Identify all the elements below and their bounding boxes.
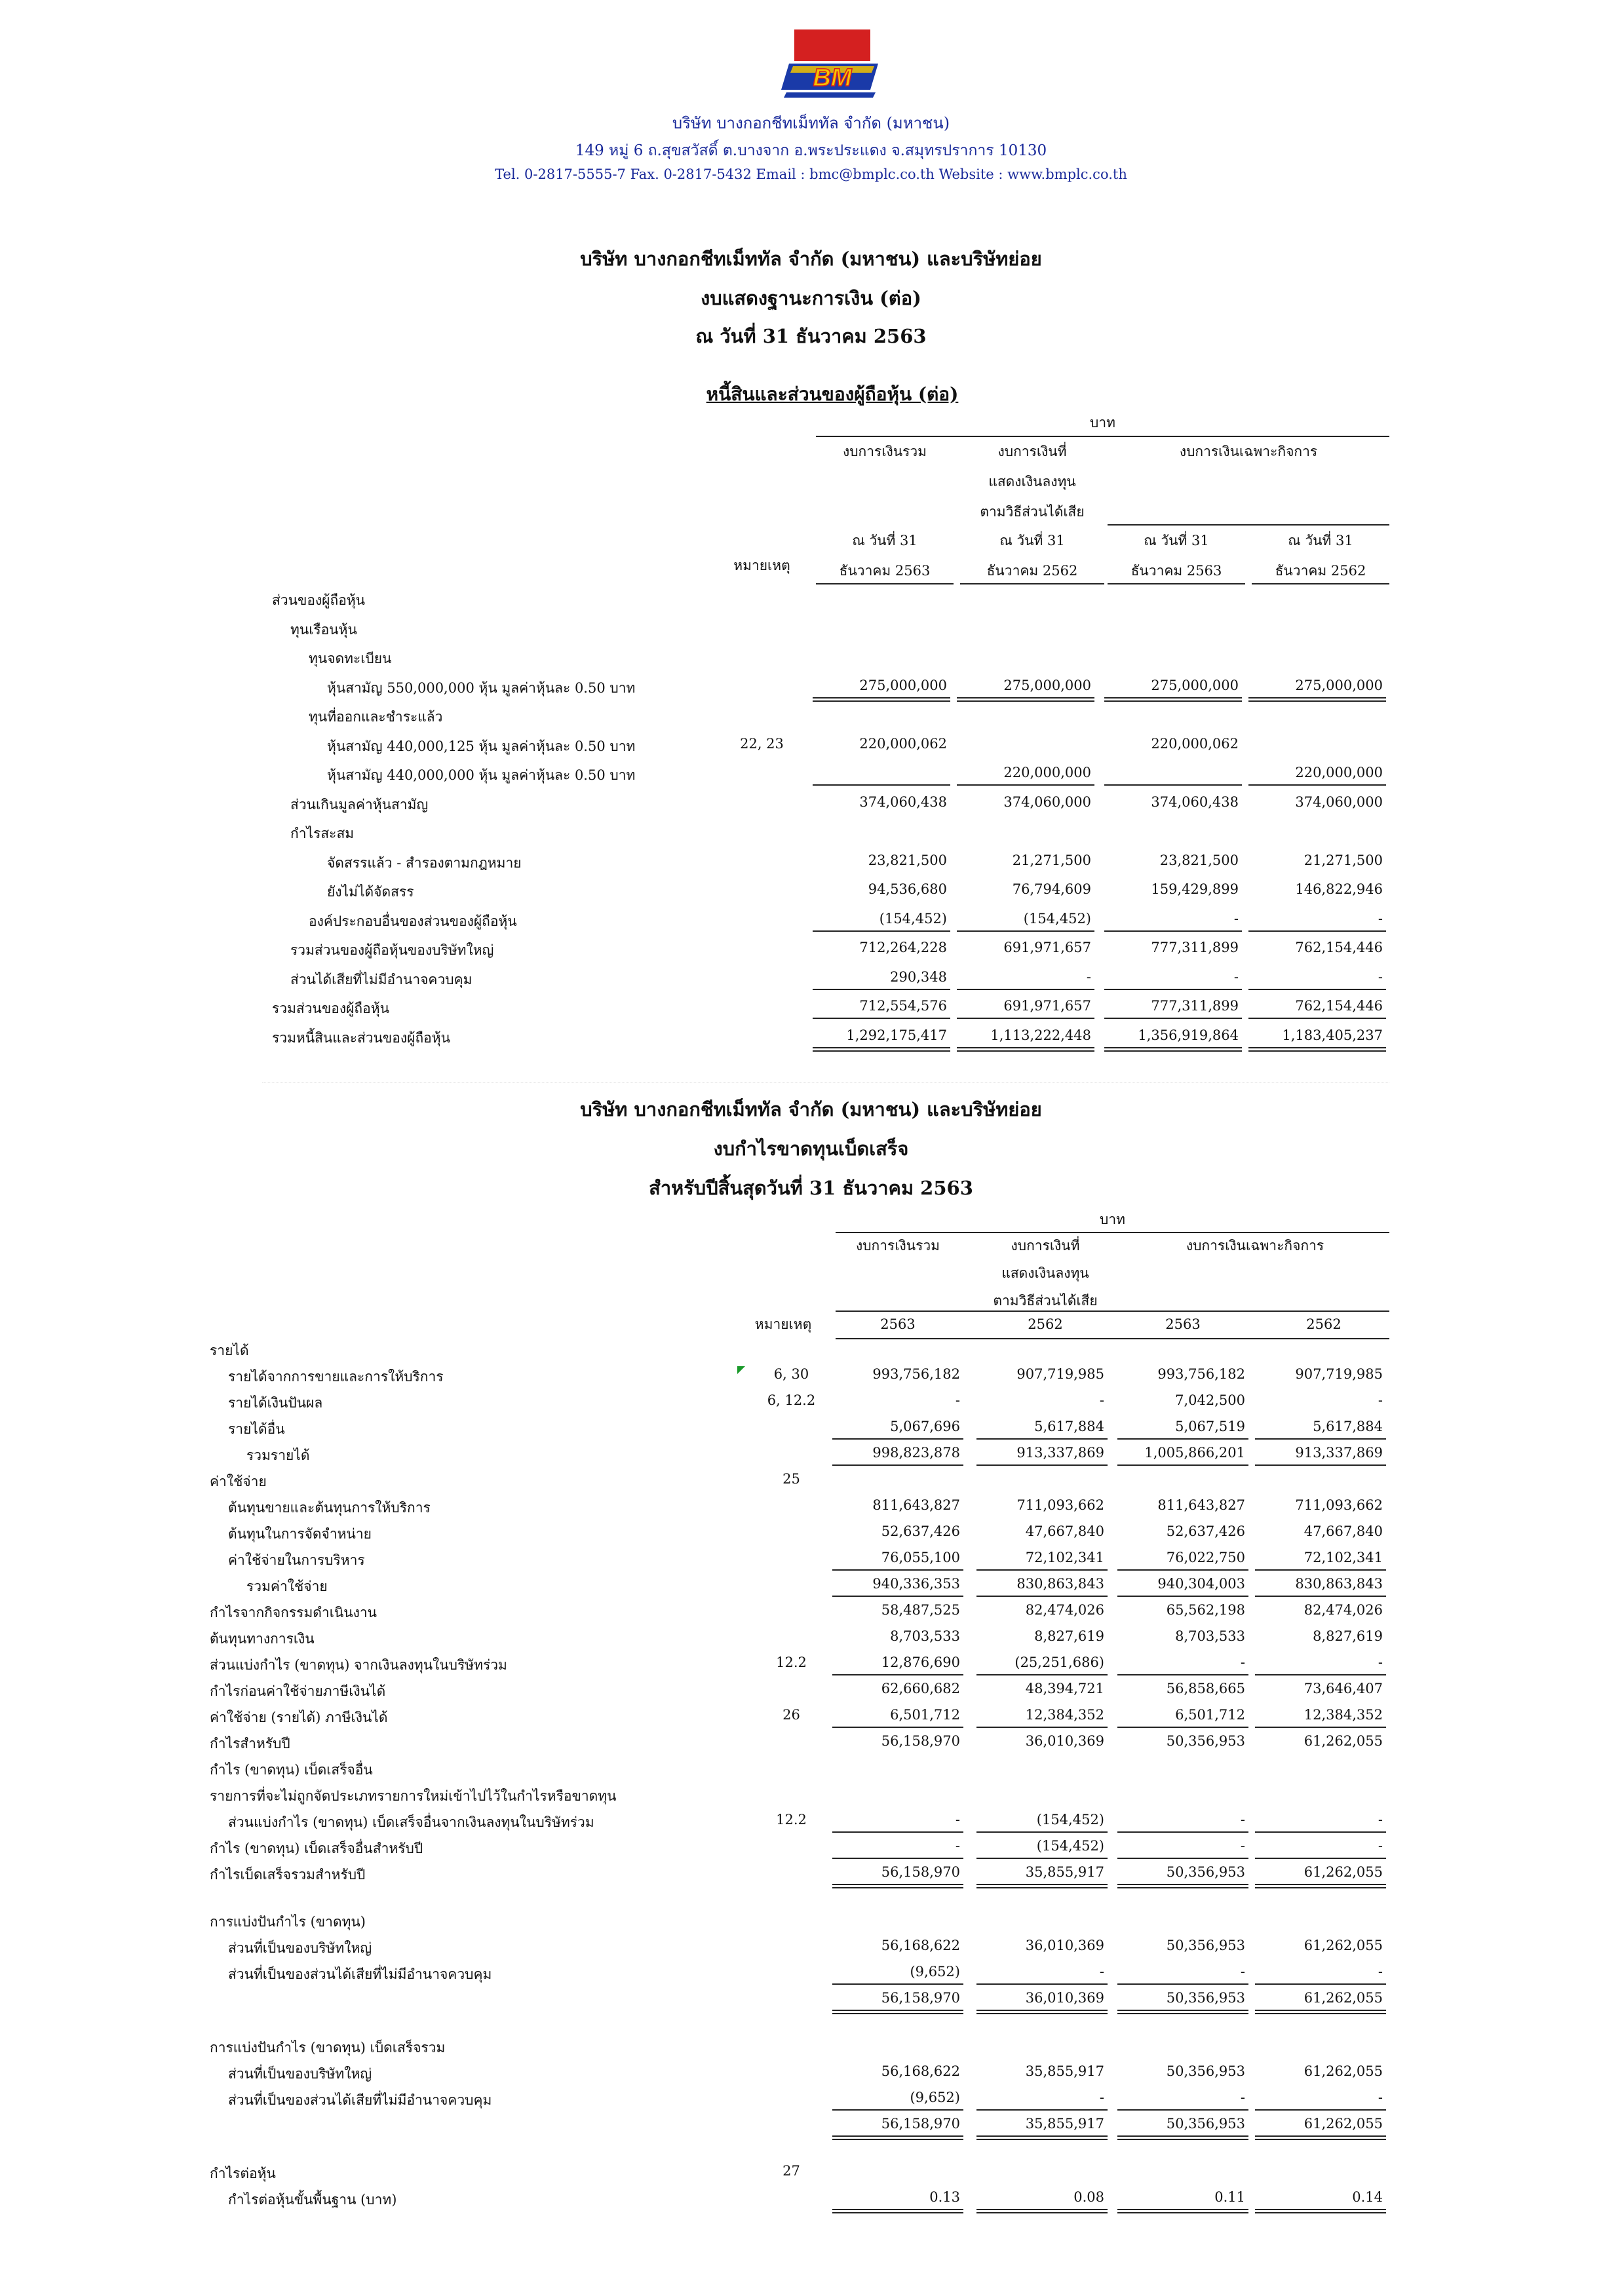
row-label: หุ้นสามัญ 440,000,000 หุ้น มูลค่าหุ้นละ 0.50 บาท [327,767,636,783]
table-row [0,2189,1622,2215]
balance-sheet-section-heading: หนี้สินและส่วนของผู้ถือหุ้น (ต่อ) [706,383,959,405]
row-value: 691,971,657 [1003,940,1091,955]
is-year-4: 2562 [1306,1316,1342,1332]
row-value: 82,474,026 [1303,1602,1383,1618]
table-row [0,1027,1622,1054]
row-value: 61,262,055 [1303,1990,1383,2006]
bs-col-date-4: ณ วันที่ 31 ธันวาคม 2562 [1275,533,1366,579]
row-value: - [1240,1812,1245,1827]
table-row [0,1786,1622,1812]
row-label: ยังไม่ได้จัดสรร [327,884,414,900]
table-row [0,736,1622,762]
row-value: 56,158,970 [881,2116,960,2132]
company-address: 149 หมู่ 6 ถ.สุขสวัสดิ์ ต.บางจาก อ.พระประแดง จ.สมุทรปราการ 10130 [575,142,1047,159]
row-value: 275,000,000 [1003,677,1091,693]
row-value: 12,384,352 [1025,1707,1104,1723]
is-group-consolidated: งบการเงินรวม [855,1238,940,1253]
row-value: 5,617,884 [1034,1419,1104,1434]
row-label: กำไรสะสม [290,826,355,841]
row-value: - [1378,1838,1383,1854]
is-group-separate: งบการเงินเฉพาะกิจการ [1186,1238,1324,1253]
bs-group-equity-method: งบการเงินที่ แสดงเงินลงทุน ตามวิธีส่วนได้เสีย [980,444,1085,520]
row-label: รายได้จากการขายและการให้บริการ [228,1369,444,1385]
table-row [0,969,1622,995]
row-value: (25,251,686) [1014,1655,1104,1670]
row-value: - [1086,968,1091,985]
row-label: ทุนเรือนหุ้น [290,621,357,638]
income-statement-title-2: งบกำไรขาดทุนเบ็ดเสร็จ [713,1138,909,1160]
row-value: 374,060,000 [1003,794,1091,810]
row-label: ส่วนแบ่งกำไร (ขาดทุน) จากเงินลงทุนในบริษัทร่วม [210,1657,507,1673]
row-value: (154,452) [879,910,947,927]
row-value: 907,719,985 [1016,1366,1104,1382]
row-label: รวมหนี้สินและส่วนของผู้ถือหุ้น [272,1029,450,1046]
row-label: ค่าใช้จ่าย [210,1474,267,1489]
table-row [0,648,1622,674]
table-row [0,1523,1622,1550]
row-value: 50,356,953 [1166,2063,1245,2079]
table-row [0,1628,1622,1655]
table-row [0,1471,1622,1497]
row-value: - [1378,910,1383,927]
row-value: 0.13 [929,2189,960,2205]
row-value: 50,356,953 [1166,1733,1245,1749]
row-value: 146,822,946 [1295,881,1383,897]
table-row [0,881,1622,908]
row-label: การแบ่งปันกำไร (ขาดทุน) [210,1914,366,1930]
row-value: 12,876,690 [881,1655,960,1670]
table-row [0,1419,1622,1445]
row-label: ส่วนแบ่งกำไร (ขาดทุน) เบ็ดเสร็จอื่นจากเงินลงทุนในบริษัทร่วม [228,1814,594,1830]
row-label: กำไรเบ็ดเสร็จรวมสำหรับปี [210,1867,366,1883]
is-year-1: 2563 [880,1316,916,1332]
row-value: 5,067,696 [890,1419,960,1434]
row-value: 913,337,869 [1295,1445,1383,1461]
row-value: 94,536,680 [868,881,947,897]
table-row [0,2037,1622,2063]
balance-sheet-title-3: ณ วันที่ 31 ธันวาคม 2563 [695,325,927,347]
row-label: ทุนที่ออกและชำระแล้ว [309,709,443,725]
table-row [0,1576,1622,1602]
row-value: 50,356,953 [1166,1864,1245,1880]
row-value: (154,452) [1023,910,1091,927]
row-label: ค่าใช้จ่าย (รายได้) ภาษีเงินได้ [210,1710,388,1725]
row-value: 56,158,970 [881,1864,960,1880]
row-label: กำไร (ขาดทุน) เบ็ดเสร็จอื่น [210,1762,373,1778]
row-label: ทุนจดทะเบียน [309,651,392,666]
row-value: 36,010,369 [1025,1938,1104,1953]
row-value: - [1233,910,1239,927]
bs-group-separate: งบการเงินเฉพาะกิจการ [1179,444,1318,459]
row-value: 12,384,352 [1303,1707,1383,1723]
row-label: ส่วนเกินมูลค่าหุ้นสามัญ [290,796,429,813]
row-value: 6,501,712 [890,1707,960,1723]
table-row [0,1911,1622,1938]
row-value: 61,262,055 [1303,2116,1383,2132]
table-row [0,619,1622,645]
row-value: 0.11 [1214,2189,1245,2205]
row-value: 1,356,919,864 [1138,1027,1239,1043]
row-value: 907,719,985 [1295,1366,1383,1382]
table-row [0,1733,1622,1759]
table-row [0,2063,1622,2090]
row-label: ส่วนที่เป็นของส่วนได้เสียที่ไม่มีอำนาจควบคุม [228,2092,492,2108]
row-value: 61,262,055 [1303,1864,1383,1880]
table-row [0,1550,1622,1576]
row-value: 762,154,446 [1295,998,1383,1014]
row-value: - [1099,1964,1104,1980]
table-row [0,1392,1622,1419]
row-label: กำไรก่อนค่าใช้จ่ายภาษีเงินได้ [210,1683,386,1699]
row-value: 691,971,657 [1003,998,1091,1014]
table-row [0,590,1622,616]
row-value: - [1240,1964,1245,1980]
company-name: บริษัท บางกอกชีทเม็ททัล จำกัด (มหาชน) [672,114,950,132]
row-value: 830,863,843 [1016,1576,1104,1592]
row-value: 35,855,917 [1025,2116,1104,2132]
row-value: - [955,1838,960,1854]
row-label: รวมส่วนของผู้ถือหุ้นของบริษัทใหญ่ [290,942,494,958]
table-row [0,911,1622,937]
row-value: 62,660,682 [881,1681,960,1696]
row-value: 56,168,622 [881,2063,960,2079]
row-value: - [1233,968,1239,985]
row-value: 5,067,519 [1175,1419,1245,1434]
row-value: 76,022,750 [1166,1550,1245,1565]
table-row [0,1497,1622,1523]
row-label: รายได้ [210,1343,249,1358]
row-value: 712,264,228 [859,940,947,955]
table-row [0,1681,1622,1707]
row-value: 47,667,840 [1303,1523,1383,1539]
table-row [0,1655,1622,1681]
row-value: 220,000,000 [1003,765,1091,780]
row-label: ส่วนที่เป็นของบริษัทใหญ่ [228,1940,372,1956]
row-value: 36,010,369 [1025,1733,1104,1749]
row-value: 993,756,182 [872,1366,960,1382]
row-label: กำไรสำหรับปี [210,1736,290,1751]
table-row [0,1990,1622,2016]
row-label: กำไรต่อหุ้นขั้นพื้นฐาน (บาท) [228,2192,397,2208]
row-value: 65,562,198 [1166,1602,1245,1618]
row-value: - [1378,1812,1383,1827]
row-value: 811,643,827 [1157,1497,1245,1513]
row-value: - [1378,968,1383,985]
table-row [0,2116,1622,2142]
row-value: 913,337,869 [1016,1445,1104,1461]
row-value: (154,452) [1036,1838,1104,1854]
table-row [0,1707,1622,1733]
row-value: 76,794,609 [1012,881,1091,897]
row-label: ต้นทุนทางการเงิน [210,1631,315,1647]
row-value: 56,858,665 [1166,1681,1245,1696]
row-value: 811,643,827 [872,1497,960,1513]
income-statement-title-1: บริษัท บางกอกชีทเม็ททัล จำกัด (มหาชน) และบริษัทย่อย [580,1098,1042,1120]
row-value: 76,055,100 [881,1550,960,1565]
table-row [0,1340,1622,1366]
table-row [0,823,1622,849]
row-label: กำไรจากกิจกรรมดำเนินงาน [210,1605,377,1620]
row-value: - [955,1812,960,1827]
table-row [0,1938,1622,1964]
row-value: 52,637,426 [881,1523,960,1539]
row-value: (154,452) [1036,1812,1104,1827]
row-value: 8,703,533 [1175,1628,1245,1644]
table-row [0,1759,1622,1786]
row-value: 21,271,500 [1303,852,1383,868]
row-value: 290,348 [890,968,947,985]
row-value: 159,429,899 [1151,881,1239,897]
row-value: 762,154,446 [1295,940,1383,955]
row-label: กำไร (ขาดทุน) เบ็ดเสร็จอื่นสำหรับปี [210,1841,423,1856]
row-label: หุ้นสามัญ 440,000,125 หุ้น มูลค่าหุ้นละ 0.50 บาท [327,738,636,754]
row-note: 27 [782,2163,800,2179]
row-value: - [955,1392,960,1408]
row-value: 940,304,003 [1157,1576,1245,1592]
row-value: - [1240,1838,1245,1854]
bs-unit-label: บาท [1090,415,1115,430]
is-note-header: หมายเหตุ [754,1316,812,1332]
row-note: 6, 12.2 [767,1392,816,1408]
row-label: หุ้นสามัญ 550,000,000 หุ้น มูลค่าหุ้นละ 0.50 บาท [327,679,636,696]
row-value: 47,667,840 [1025,1523,1104,1539]
row-value: - [1378,1964,1383,1980]
row-value: 8,827,619 [1034,1628,1104,1644]
row-value: 712,554,576 [859,998,947,1014]
row-label: ส่วนที่เป็นของบริษัทใหญ่ [228,2066,372,2082]
is-unit-label: บาท [1100,1212,1125,1227]
row-label: ค่าใช้จ่ายในการบริหาร [228,1552,365,1568]
row-value: 61,262,055 [1303,2063,1383,2079]
row-value: 56,158,970 [881,1990,960,2006]
row-value: 36,010,369 [1025,1990,1104,2006]
row-value: - [1099,2090,1104,2105]
is-year-3: 2563 [1165,1316,1201,1332]
table-row [0,1812,1622,1838]
row-value: 23,821,500 [1159,852,1239,868]
row-value: - [1240,2090,1245,2105]
row-label: ต้นทุนขายและต้นทุนการให้บริการ [228,1500,431,1516]
table-row [0,1864,1622,1890]
row-label: รายการที่จะไม่ถูกจัดประเภทรายการใหม่เข้าไปไว้ในกำไรหรือขาดทุน [210,1788,617,1804]
row-value: 830,863,843 [1295,1576,1383,1592]
table-row [0,1366,1622,1392]
bs-group-consolidated: งบการเงินรวม [842,444,927,459]
table-row [0,940,1622,966]
row-value: 21,271,500 [1012,852,1091,868]
row-label: รวมส่วนของผู้ถือหุ้น [272,1001,389,1016]
row-value: 72,102,341 [1025,1550,1104,1565]
row-label: ต้นทุนในการจัดจำหน่าย [228,1526,372,1542]
row-value: (9,652) [910,1964,960,1980]
table-row [0,852,1622,879]
row-value: - [1099,1392,1104,1408]
table-row [0,1602,1622,1628]
table-row [0,1445,1622,1471]
row-value: 6,501,712 [1175,1707,1245,1723]
income-statement-title-3: สำหรับปีสิ้นสุดวันที่ 31 ธันวาคม 2563 [649,1177,973,1199]
row-value: 998,823,878 [872,1445,960,1461]
row-label: รวมค่าใช้จ่าย [246,1578,328,1594]
row-note: 25 [782,1471,800,1487]
svg-text:BM: BM [813,64,852,92]
table-row [0,765,1622,791]
row-value: 48,394,721 [1025,1681,1104,1696]
row-label: องค์ประกอบอื่นของส่วนของผู้ถือหุ้น [309,913,517,929]
row-label: กำไรต่อหุ้น [210,2166,276,2181]
row-value: 1,113,222,448 [990,1027,1091,1043]
row-value: 61,262,055 [1303,1733,1383,1749]
row-value: 0.08 [1073,2189,1104,2205]
row-value: 374,060,438 [1151,794,1239,810]
row-value: 993,756,182 [1157,1366,1245,1382]
row-note: 22, 23 [740,735,784,752]
balance-sheet-title-1: บริษัท บางกอกชีทเม็ททัล จำกัด (มหาชน) และบริษัทย่อย [580,248,1042,270]
row-value: 8,703,533 [890,1628,960,1644]
is-year-2: 2562 [1028,1316,1063,1332]
row-value: - [1378,2090,1383,2105]
bs-col-date-3: ณ วันที่ 31 ธันวาคม 2563 [1130,533,1222,579]
row-value: 374,060,000 [1295,794,1383,810]
row-value: 275,000,000 [1151,677,1239,693]
row-value: 56,168,622 [881,1938,960,1953]
table-row [0,678,1622,704]
table-row [0,998,1622,1024]
row-note: 26 [782,1707,800,1723]
row-value: 35,855,917 [1025,2063,1104,2079]
row-value: 50,356,953 [1166,2116,1245,2132]
row-value: - [1240,1655,1245,1670]
row-value: 52,637,426 [1166,1523,1245,1539]
row-value: 50,356,953 [1166,1938,1245,1953]
row-value: 8,827,619 [1313,1628,1383,1644]
row-value: 220,000,000 [1295,765,1383,780]
row-value: 7,042,500 [1175,1392,1245,1408]
row-note: 6, 30 [773,1366,809,1382]
row-label: ส่วนของผู้ถือหุ้น [272,592,366,608]
table-row [0,2090,1622,2116]
row-value: 1,005,866,201 [1144,1445,1245,1461]
row-value: 72,102,341 [1303,1550,1383,1565]
row-value: - [1378,1392,1383,1408]
row-value: 50,356,953 [1166,1990,1245,2006]
bs-col-date-1: ณ วันที่ 31 ธันวาคม 2563 [839,533,931,579]
row-value: 275,000,000 [1295,677,1383,693]
row-value: 23,821,500 [868,852,947,868]
row-value: 0.14 [1352,2189,1383,2205]
table-row [0,1964,1622,1990]
row-note: 12.2 [776,1812,807,1827]
row-label: ส่วนที่เป็นของส่วนได้เสียที่ไม่มีอำนาจควบคุม [228,1966,492,1982]
row-label: จัดสรรแล้ว - สำรองตามกฎหมาย [327,854,522,871]
row-value: 56,158,970 [881,1733,960,1749]
is-group-equity-method: งบการเงินที่ แสดงเงินลงทุน ตามวิธีส่วนได้เสีย [993,1238,1098,1309]
row-value: 5,617,884 [1313,1419,1383,1434]
row-value: 220,000,062 [1151,735,1239,752]
table-row [0,794,1622,820]
row-value: (9,652) [910,2090,960,2105]
row-value: 777,311,899 [1151,940,1239,955]
row-value: 275,000,000 [859,677,947,693]
table-row [0,2163,1622,2189]
row-label: รวมรายได้ [246,1447,310,1463]
row-value: - [1378,1655,1383,1670]
row-value: 35,855,917 [1025,1864,1104,1880]
table-row [0,1838,1622,1864]
row-value: 61,262,055 [1303,1938,1383,1953]
row-label: การแบ่งปันกำไร (ขาดทุน) เบ็ดเสร็จรวม [210,2040,446,2056]
row-value: 374,060,438 [859,794,947,810]
row-label: ส่วนได้เสียที่ไม่มีอำนาจควบคุม [290,971,473,987]
bs-col-date-2: ณ วันที่ 31 ธันวาคม 2562 [986,533,1078,579]
row-value: 777,311,899 [1151,998,1239,1014]
balance-sheet-title-2: งบแสดงฐานะการเงิน (ต่อ) [701,287,921,309]
row-value: 1,183,405,237 [1282,1027,1383,1043]
company-contact: Tel. 0-2817-5555-7 Fax. 0-2817-5432 Email : bmc@bmplc.co.th Website : www.bmplc.co.th [495,166,1127,182]
row-value: 711,093,662 [1295,1497,1383,1513]
bs-note-header: หมายเหตุ [733,558,790,573]
row-value: 220,000,062 [859,735,947,752]
row-value: 711,093,662 [1016,1497,1104,1513]
row-note: 12.2 [776,1655,807,1670]
row-label: รายได้อื่น [228,1421,285,1437]
row-value: 73,646,407 [1303,1681,1383,1696]
row-label: รายได้เงินปันผล [228,1395,323,1411]
row-value: 58,487,525 [881,1602,960,1618]
row-value: 940,336,353 [872,1576,960,1592]
row-value: 82,474,026 [1025,1602,1104,1618]
row-value: 1,292,175,417 [846,1027,947,1043]
table-row [0,706,1622,733]
company-logo [780,29,885,102]
